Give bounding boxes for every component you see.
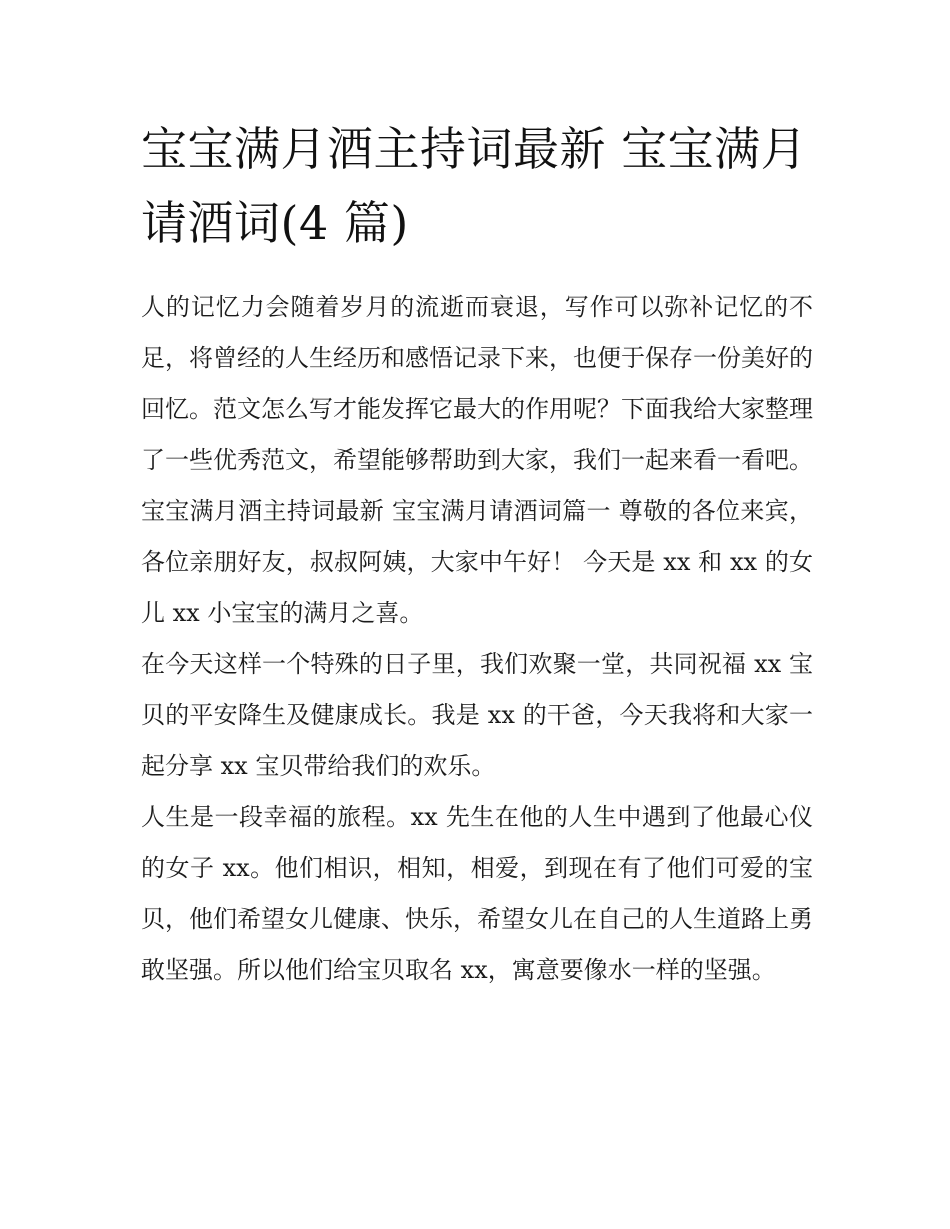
paragraph-intro: 人的记忆力会随着岁月的流逝而衰退，写作可以弥补记忆的不足，将曾经的人生经历和感悟记录下来，也便于保存一份美好的回忆。范文怎么写才能发挥它最大的作用呢？下面我给大家整理了一些优秀范文，希望能够帮助到大家，我们一起来看一看吧。 xyxy=(141,293,813,474)
document-title: 宝宝满月酒主持词最新 宝宝满月请酒词(4 篇) xyxy=(141,122,808,250)
paragraph-gathering: 在今天这样一个特殊的日子里，我们欢聚一堂，共同祝福 xx 宝贝的平安降生及健康成长。我是 xx 的干爸，今天我将和大家一起分享 xx 宝贝带给我们的欢乐。 xyxy=(141,650,813,780)
document-page xyxy=(141,112,813,996)
paragraph-greeting: 宝宝满月酒主持词最新 宝宝满月请酒词篇一 尊敬的各位来宾，各位亲朋好友，叔叔阿姨，大家中午好！ 今天是 xx 和 xx 的女儿 xx 小宝宝的满月之喜。 xyxy=(141,497,813,627)
document-body xyxy=(141,282,813,996)
paragraph-life-journey: 人生是一段幸福的旅程。xx 先生在他的人生中遇到了他最心仪的女子 xx。他们相识，相知，相爱，到现在有了他们可爱的宝贝，他们希望女儿健康、快乐，希望女儿在自己的人生道路上勇敢坚强。所以他们给宝贝取名 xx，寓意要像水一样的坚强。 xyxy=(141,803,813,984)
